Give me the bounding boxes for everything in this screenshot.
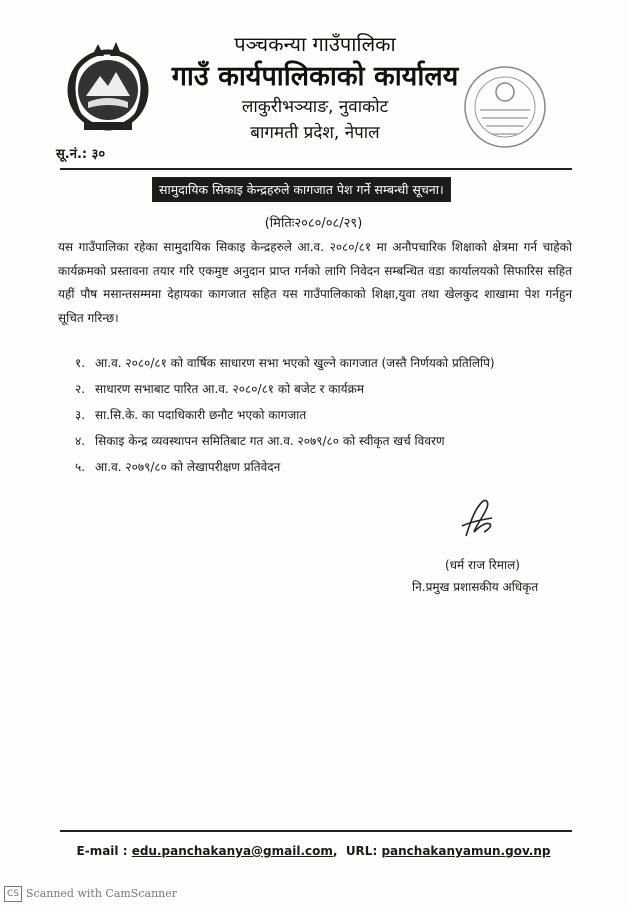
email-label: E-mail : xyxy=(76,844,128,858)
signatory-title: नि.प्रमुख प्रशासकीय अधिकृत xyxy=(412,580,539,594)
notice-subject: सामुदायिक सिकाइ केन्द्रहरुले कागजात पेश गर्ने सम्बन्धी सूचना। xyxy=(152,177,451,202)
reference-number: सू.नं.: ३० xyxy=(56,147,106,162)
notice-body: यस गाउँपालिका रहेका सामुदायिक सिकाइ केन्द्रहरुले आ.व. २०८०/८१ मा अनौपचारिक शिक्षाको क्षेत्रमा गर्न चाहेको कार्यक्रमको प्रस्तावना तयार गरि एकमुष्ट अनुदान प्राप्त गर्नको लागि निवेदन सम्बन्धित वडा कार्यालयको सिफारिस सहित यहीं पौष मसान्तसम्ममा देहायका कागजात सहित यस गाउँपालिकाको शिक्षा,युवा तथा खेलकुद शाखामा पेश गर्नहुन सूचित गरिन्छ। xyxy=(58,240,572,325)
item-number: ५. xyxy=(75,460,86,474)
municipality-name: पञ्चकन्या गाउँपालिका xyxy=(234,32,396,56)
list-item xyxy=(75,350,495,376)
list-item xyxy=(75,454,495,480)
header-divider xyxy=(60,168,572,170)
item-text: आ.व. २०७९/८० को लेखापरीक्षण प्रतिवेदन xyxy=(95,460,281,474)
scanner-watermark xyxy=(4,886,177,902)
url-label: URL: xyxy=(345,844,378,858)
item-number: १. xyxy=(75,356,86,370)
list-item xyxy=(75,428,495,454)
signatory-name: (धर्म राज रिमाल) xyxy=(445,558,520,572)
item-text: सा.सि.के. का पदाधिकारी छनौट भएको कागजात xyxy=(95,408,307,422)
notice-date: (मितिः२०८०/०८/२९) xyxy=(264,216,363,231)
office-stamp-seal xyxy=(460,62,550,152)
list-item xyxy=(75,376,495,402)
website-link[interactable]: panchakanyamun.gov.np xyxy=(381,844,551,858)
item-text: आ.व. २०८०/८१ को वार्षिक साधारण सभा भएको खुल्ने कागजात (जस्तै निर्णयको प्रतिलिपि) xyxy=(95,356,495,370)
province-country: बागमती प्रदेश, नेपाल xyxy=(250,123,380,143)
item-text: सिकाइ केन्द्र व्यवस्थापन समितिबाट गत आ.व. २०७९/८० को स्वीकृत खर्च विवरण xyxy=(95,434,445,448)
item-number: ३. xyxy=(75,408,86,422)
item-text: साधारण सभाबाट पारित आ.व. २०८०/८१ को बजेट र कार्यक्रम xyxy=(95,382,365,396)
list-item xyxy=(75,402,495,428)
item-number: ४. xyxy=(75,434,86,448)
nepal-emblem-logo xyxy=(58,36,158,136)
email-link[interactable]: edu.panchakanya@gmail.com xyxy=(131,844,333,858)
office-address: लाकुरीभञ्याङ, नुवाकोट xyxy=(241,97,389,117)
footer-contact: E-mail : edu.panchakanya@gmail.com, URL: panchakanyamun.gov.np xyxy=(76,844,551,858)
office-name: गाउँ कार्यपालिकाको कार्यालय xyxy=(171,61,459,92)
item-number: २. xyxy=(75,382,86,396)
scanner-text: Scanned with CamScanner xyxy=(26,887,178,900)
signature xyxy=(452,496,502,540)
document-list xyxy=(75,350,495,480)
footer-divider xyxy=(60,830,572,832)
camscanner-logo-icon: CS xyxy=(4,886,22,902)
